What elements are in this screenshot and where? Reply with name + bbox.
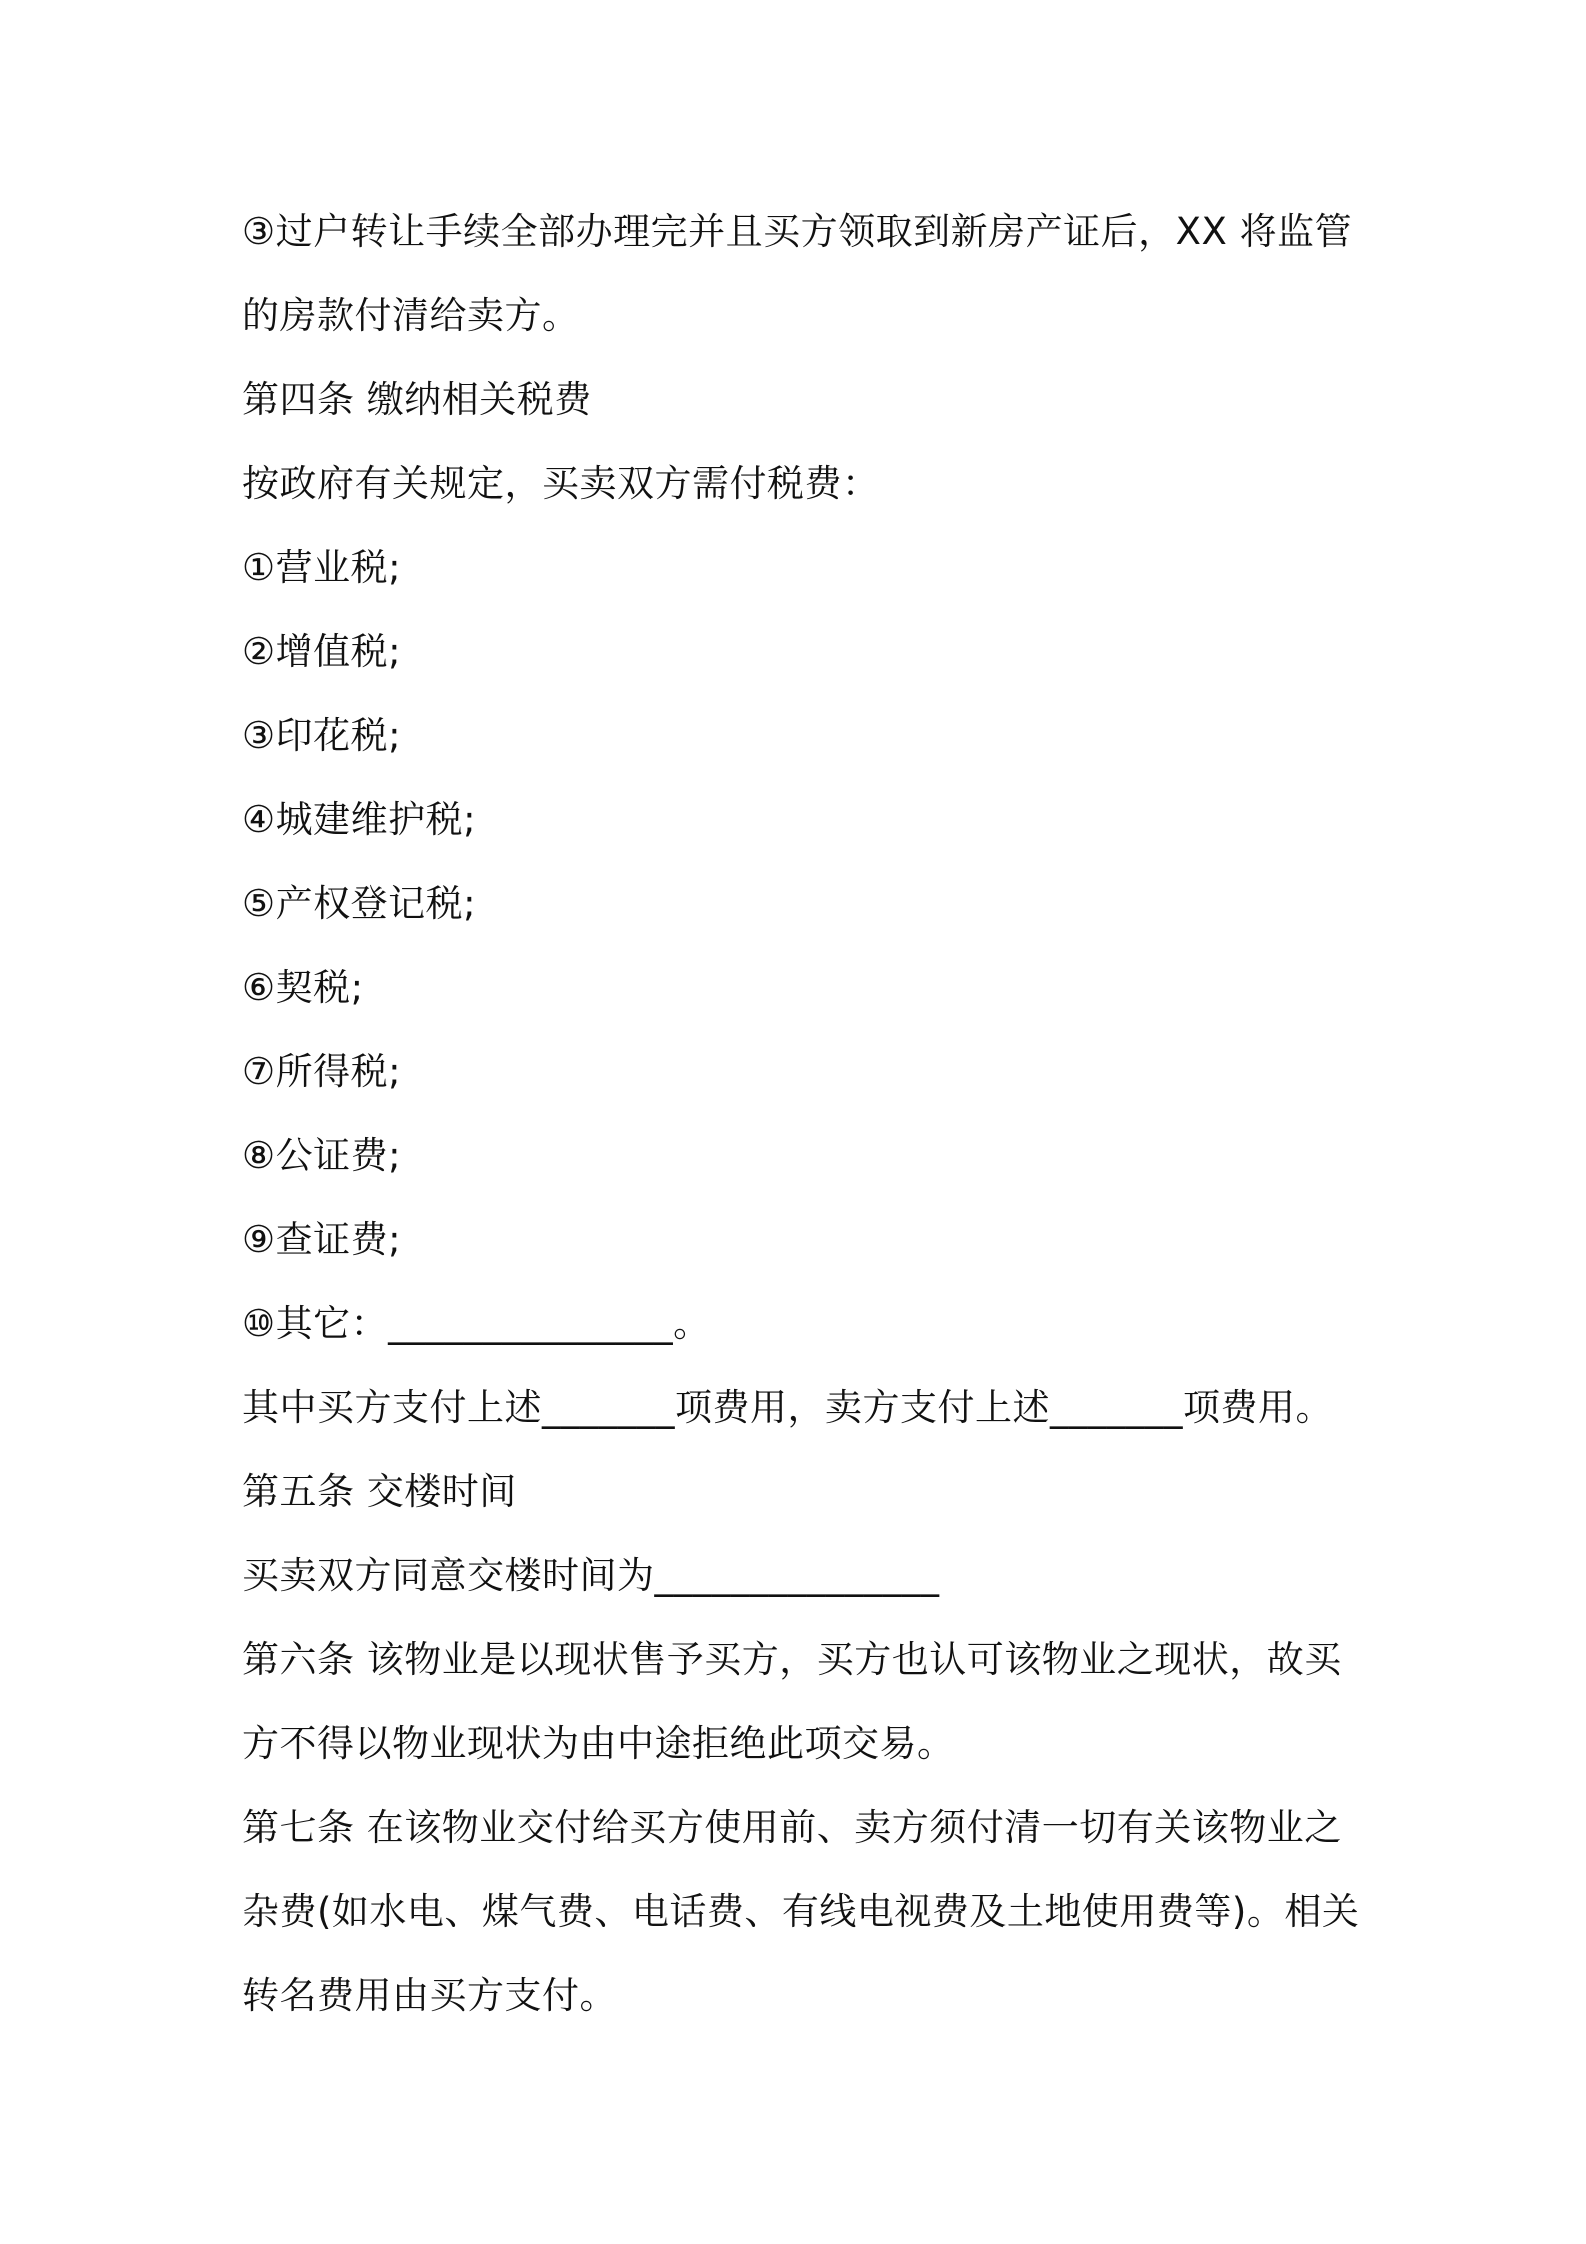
text-line: 的房款付清给卖方。 [242, 294, 580, 337]
text-line: 其中买方支付上述_______项费用，卖方支付上述_______项费用。 [242, 1386, 1333, 1429]
text-line: 买卖双方同意交楼时间为_______________ [242, 1554, 940, 1597]
tax-item: ⑧公证费; [242, 1134, 402, 1177]
document-body [242, 190, 1362, 2038]
article-7-line: 第七条 在该物业交付给买方使用前、卖方须付清一切有关该物业之 [242, 1806, 1342, 1849]
tax-item: ③印花税; [242, 714, 402, 757]
tax-item: ⑦所得税; [242, 1050, 402, 1093]
article-5-heading: 第五条 交楼时间 [242, 1470, 517, 1513]
tax-item: ⑨查证费; [242, 1218, 402, 1261]
tax-item: ④城建维护税; [242, 798, 477, 841]
article-6-line: 方不得以物业现状为由中途拒绝此项交易。 [242, 1722, 955, 1765]
tax-item: ⑤产权登记税; [242, 882, 477, 925]
tax-item: ①营业税; [242, 546, 402, 589]
article-6-line: 第六条 该物业是以现状售予买方，买方也认可该物业之现状，故买 [242, 1638, 1342, 1681]
tax-item: ②增值税; [242, 630, 402, 673]
tax-item: ⑥契税; [242, 966, 364, 1009]
text-line: 按政府有关规定，买卖双方需付税费： [242, 462, 880, 505]
tax-item: ⑩其它：_______________。 [242, 1302, 711, 1345]
article-7-line: 杂费(如水电、煤气费、电话费、有线电视费及土地使用费等)。相关 [242, 1890, 1360, 1933]
article-7-line: 转名费用由买方支付。 [242, 1974, 617, 2017]
text-line: ③过户转让手续全部办理完并且买方领取到新房产证后，XX 将监管 [242, 210, 1353, 253]
article-4-heading: 第四条 缴纳相关税费 [242, 378, 592, 421]
